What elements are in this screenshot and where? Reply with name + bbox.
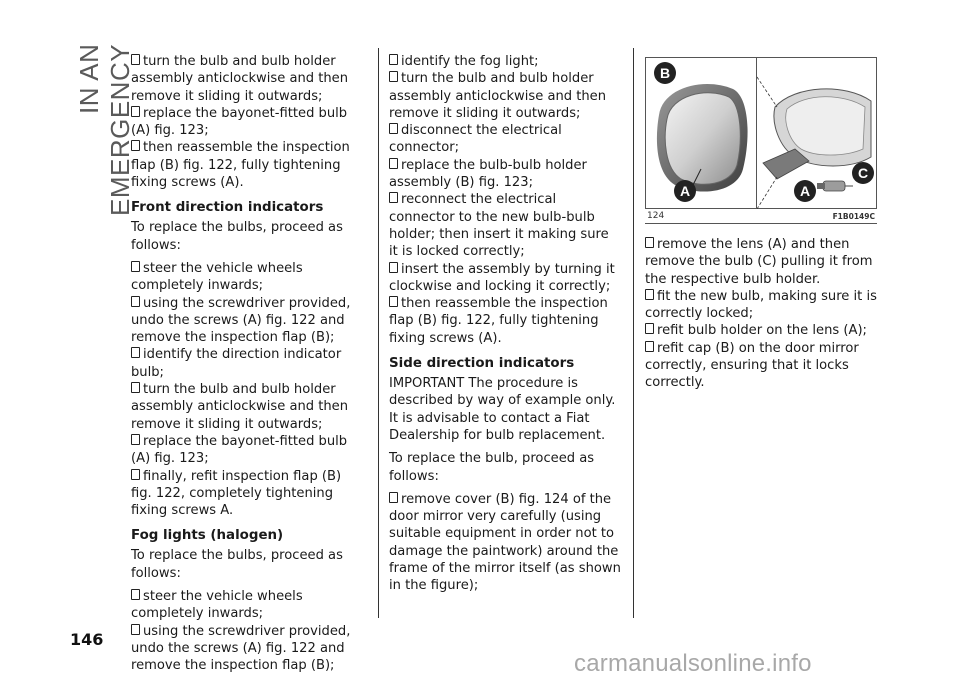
section-heading-side-indicators: Side direction indicators bbox=[389, 356, 575, 372]
section-heading-fog-lights: Fog lights (halogen) bbox=[131, 528, 284, 544]
list-item: identify the direction indicator bulb; bbox=[131, 347, 342, 380]
bullet-icon bbox=[389, 296, 398, 307]
figure-caption-rule bbox=[645, 223, 877, 224]
list-item: fit the new bulb, making sure it is correctly locked; bbox=[645, 288, 877, 322]
list-item: turn the bulb and bulb holder assembly anticlockwise and then remove it sliding it outwards; bbox=[131, 54, 349, 104]
figure-code: F1B0149C bbox=[832, 212, 875, 221]
bullet-icon bbox=[131, 261, 140, 272]
column-divider-2 bbox=[633, 48, 634, 618]
list-item: refit bulb holder on the lens (A); bbox=[645, 322, 877, 339]
column-divider-1 bbox=[378, 48, 379, 618]
list-item: using the screwdriver provided, undo the screws (A) fig. 122 and remove the inspection flap (B); bbox=[131, 295, 351, 346]
figure-number: 124 bbox=[647, 211, 665, 221]
list-item: turn the bulb and bulb holder assembly anticlockwise and then remove it sliding it outwards; bbox=[131, 382, 349, 432]
bullet-icon bbox=[131, 589, 140, 600]
list-item: finally, refit inspection flap (B) fig. 122, completely tightening fixing screws A. bbox=[131, 468, 342, 519]
intro-text: To replace the bulb, proceed as follows: bbox=[389, 451, 595, 484]
bullet-icon bbox=[389, 262, 398, 273]
label-c-icon bbox=[852, 162, 874, 184]
list-item: identify the fog light; bbox=[389, 53, 621, 70]
figure-124 bbox=[645, 57, 877, 227]
list-item: turn the bulb and bulb holder assembly anticlockwise and then remove it sliding it outwards; bbox=[389, 71, 607, 121]
list-item: steer the vehicle wheels completely inwards; bbox=[131, 260, 303, 294]
list-item: remove the lens (A) and then remove the bulb (C) pulling it from the respective bulb holder. bbox=[645, 237, 873, 287]
list-item: insert the assembly by turning it clockwise and locking it correctly; bbox=[389, 261, 615, 294]
bullet-icon bbox=[131, 54, 140, 65]
list-item: remove cover (B) fig. 124 of the door mirror very carefully (using suitable equipment in order not to damage the paintwork) around the frame of the mirror itself (as shown in the figure); bbox=[389, 491, 621, 594]
figure-label-a2: A bbox=[799, 183, 811, 199]
label-a2-icon bbox=[794, 180, 816, 202]
list-item: using the screwdriver provided, undo the screws (A) fig. 122 and remove the inspection flap (B); bbox=[131, 623, 351, 674]
bullet-icon bbox=[389, 192, 398, 203]
bullet-icon bbox=[645, 323, 654, 334]
important-note: IMPORTANT The procedure is described by way of example only. It is advisable to contact a Fiat Dealership for bulb replacement. bbox=[389, 376, 616, 443]
bullet-icon bbox=[645, 237, 654, 248]
bullet-icon bbox=[131, 434, 140, 445]
figure-label-c: C bbox=[857, 165, 869, 181]
bullet-icon bbox=[389, 71, 398, 82]
list-item: replace the bayonet-fitted bulb (A) fig. 123; bbox=[131, 105, 348, 139]
watermark: carmanualsonline.info bbox=[574, 650, 812, 677]
door-mirror-illustration bbox=[645, 57, 877, 209]
section-side-title: IN AN EMERGENCY bbox=[74, 44, 135, 217]
bullet-icon bbox=[131, 347, 140, 358]
bulb bbox=[823, 181, 845, 191]
list-item: replace the bulb-bulb holder assembly (B) fig. 123; bbox=[389, 157, 587, 191]
text-column-3 bbox=[645, 236, 877, 392]
bullet-icon bbox=[131, 140, 140, 151]
list-item: then reassemble the inspection flap (B) fig. 122, fully tightening fixing screws (A). bbox=[131, 140, 350, 191]
bullet-icon bbox=[645, 289, 654, 300]
label-a-icon bbox=[674, 180, 696, 202]
section-heading-front-indicators: Front direction indicators bbox=[131, 200, 324, 216]
bullet-icon bbox=[389, 158, 398, 169]
figure-label-a: A bbox=[679, 183, 691, 199]
list-item: replace the bayonet-fitted bulb (A) fig. 123; bbox=[131, 433, 348, 467]
bullet-icon bbox=[389, 123, 398, 134]
bullet-icon bbox=[389, 492, 398, 503]
list-item: refit cap (B) on the door mirror correctly, ensuring that it locks correctly. bbox=[645, 340, 859, 391]
intro-text: To replace the bulbs, proceed as follows: bbox=[131, 548, 343, 581]
bullet-icon bbox=[389, 54, 398, 65]
text-column-2 bbox=[389, 53, 621, 595]
label-b-icon bbox=[654, 62, 676, 84]
figure-divider bbox=[756, 57, 757, 209]
list-item: disconnect the electrical connector; bbox=[389, 123, 562, 156]
text-column-1 bbox=[131, 53, 364, 675]
bullet-icon bbox=[645, 341, 654, 352]
mirror-glass bbox=[665, 93, 740, 184]
figure-label-b: B bbox=[659, 65, 671, 81]
list-item: reconnect the electrical connector to the new bulb-bulb holder; then insert it making sure it is locked correctly; bbox=[389, 192, 609, 260]
page-number: 146 bbox=[70, 630, 104, 649]
bullet-icon bbox=[131, 296, 140, 307]
bullet-icon bbox=[131, 106, 140, 117]
bullet-icon bbox=[131, 624, 140, 635]
intro-text: To replace the bulbs, proceed as follows: bbox=[131, 220, 343, 253]
list-item: then reassemble the inspection flap (B) fig. 122, fully tightening fixing screws (A). bbox=[389, 296, 608, 346]
bullet-icon bbox=[131, 469, 140, 480]
list-item: steer the vehicle wheels completely inwards; bbox=[131, 589, 303, 622]
bullet-icon bbox=[131, 382, 140, 393]
